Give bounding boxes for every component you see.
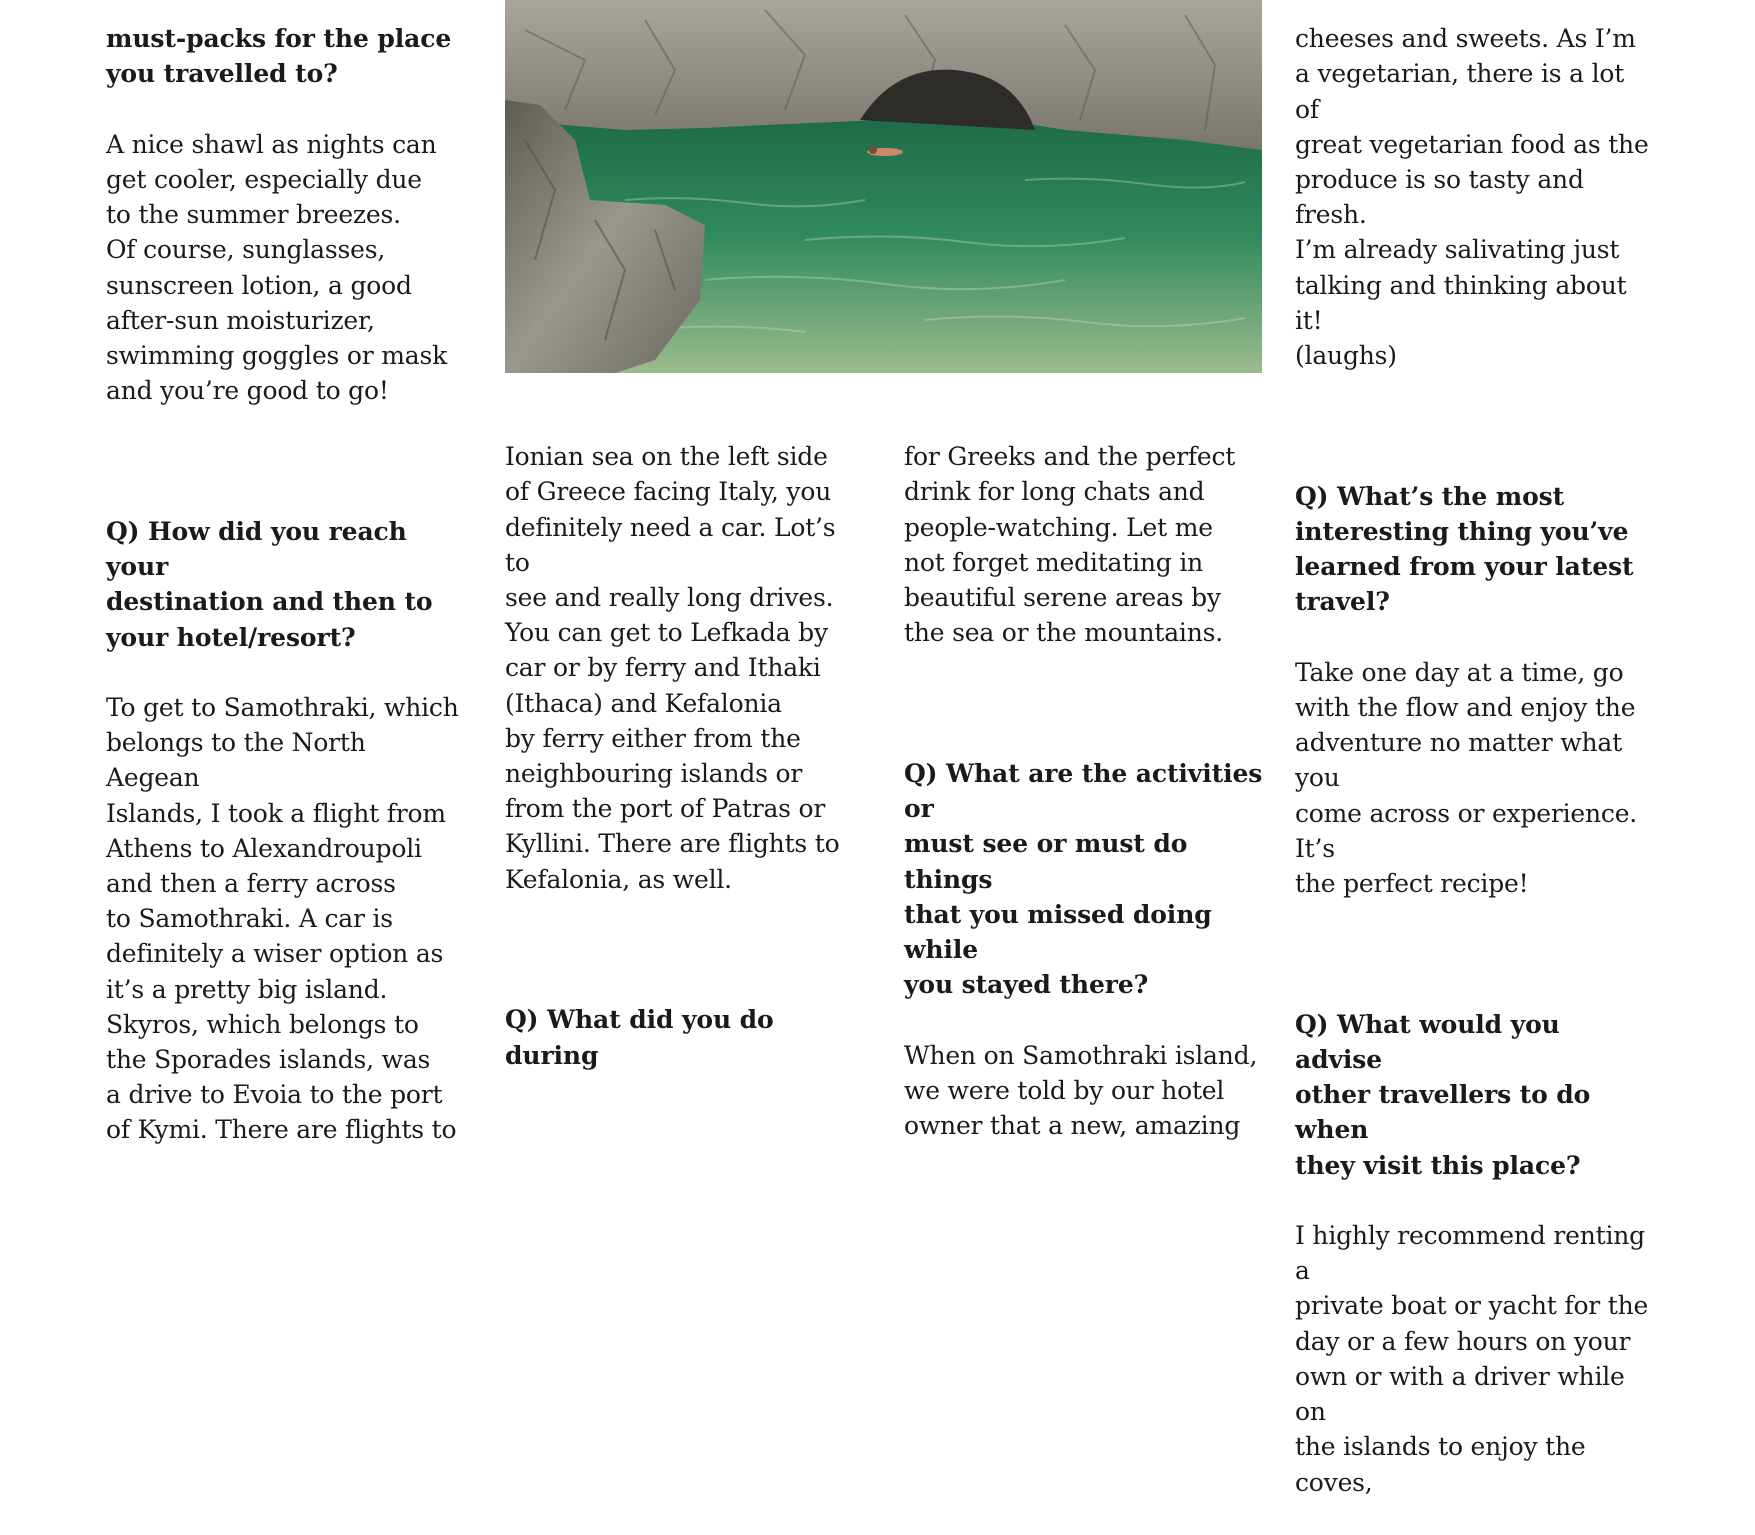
question-must-packs-tail: must-packs for the place you travelled to? xyxy=(106,24,452,89)
paragraph-gap xyxy=(904,686,1264,721)
cove-photo xyxy=(505,0,1262,373)
answer-advise-travellers: I highly recommend renting a private boat or yacht for the day or a few hours on your own or with a driver while on the islands to enjoy the coves, xyxy=(1295,1221,1649,1497)
answer-reach-destination: To get to Samothraki, which belongs to the North Aegean Islands, I took a flight from Athens to Alexandroupoli and then a ferry across to Samothraki. A car is definitely a wiser option as it’s a pretty big island. Skyros, which belongs to the Sporades islands, was a drive to Evoia to the port of Kymi. There are flights to xyxy=(106,693,459,1145)
answer-missed-activities: When on Samothraki island, we were told by our hotel owner that a new, amazing xyxy=(904,1040,1258,1141)
paragraph-gap xyxy=(1295,936,1655,971)
column-1 xyxy=(106,0,466,1183)
answer-must-packs: A nice shawl as nights can get cooler, especially due to the summer breezes. Of course, sunglasses, sunscreen lotion, a good after-sun moisturizer, swimming goggles or mask and you’re good to go! xyxy=(106,129,448,406)
question-interesting-thing: Q) What’s the most interesting thing you’ve learned from your latest travel? xyxy=(1295,481,1634,617)
column-2 xyxy=(505,404,865,1108)
column-3 xyxy=(904,404,1264,1178)
question-missed-activities: Q) What are the activities or must see or must do things that you missed doing while you stayed there? xyxy=(904,759,1263,1000)
answer-activities-continued: for Greeks and the perfect drink for long chats and people-watching. Let me not forget meditating in beautiful serene areas by the sea or the mountains. xyxy=(904,442,1236,648)
question-advise-travellers: Q) What would you advise other travellers to do when they visit this place? xyxy=(1295,1009,1591,1180)
question-what-did-you-do: Q) What did you do during xyxy=(505,1005,774,1070)
cove-photo-image xyxy=(505,0,1262,373)
paragraph-gap xyxy=(505,932,865,967)
answer-interesting-thing: Take one day at a time, go with the flow and enjoy the adventure no matter what you come across or experience. It’s the perfect recipe! xyxy=(1295,657,1638,899)
column-4 xyxy=(1295,0,1655,1535)
question-reach-destination: Q) How did you reach your destination and then to your hotel/resort? xyxy=(106,517,433,652)
answer-ionian-islands: Ionian sea on the left side of Greece facing Italy, you definitely need a car. Lot’s to see and really long drives. You can get to Lefkada by car or by ferry and Ithaki (Ithaca) and Kefalonia by ferry either from the neighbouring islands or from the port of Patras or Kyllini. There are flights to Kefalonia, as well. xyxy=(505,442,840,894)
paragraph-gap xyxy=(106,444,466,479)
paragraph-gap xyxy=(1295,408,1655,443)
answer-food-tail: cheeses and sweets. As I’m a vegetarian, there is a lot of great vegetarian food as the produce is so tasty and fresh. I’m already salivating just talking and thinking about it! (laughs) xyxy=(1295,24,1649,371)
